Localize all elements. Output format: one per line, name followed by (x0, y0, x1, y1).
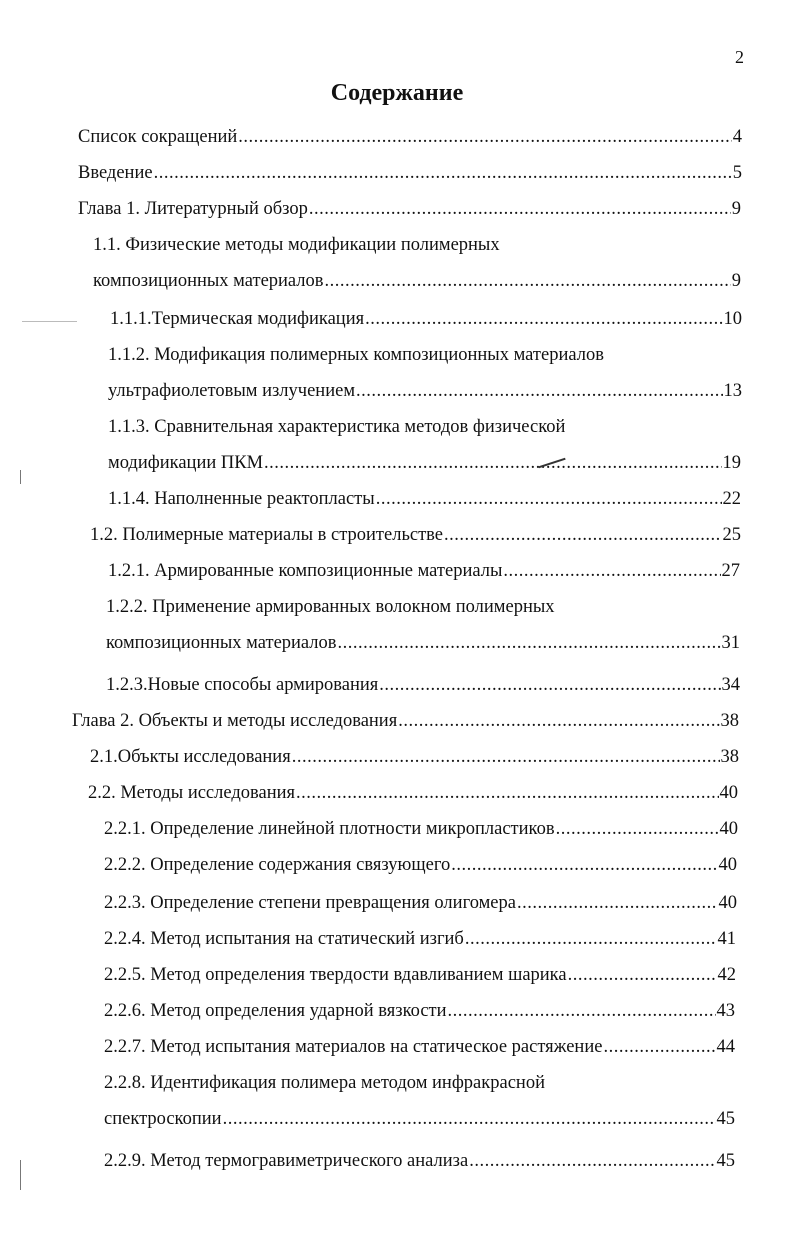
toc-entry-title: Список сокращений (78, 127, 238, 147)
toc-entry-page: 41 (717, 929, 736, 949)
toc-entry (90, 520, 741, 550)
toc-entry-page: 31 (721, 633, 740, 653)
toc-entry-title: Глава 1. Литературный обзор (78, 199, 308, 219)
toc-entry-page: 4 (732, 127, 742, 147)
toc-entry (72, 706, 739, 736)
toc-entry-page: 40 (718, 855, 737, 875)
toc-entry-page: 38 (720, 747, 739, 767)
toc-dot-leader (503, 556, 720, 586)
toc-entry-page: 22 (722, 489, 741, 509)
toc-entry (104, 960, 736, 990)
toc-entry-title: 2.1.Объкты исследования (90, 747, 291, 767)
toc-entry-page: 27 (721, 561, 740, 581)
toc-entry-page: 25 (722, 525, 741, 545)
toc-entry-title: 2.2.7. Метод испытания материалов на статическое растяжение (104, 1037, 603, 1057)
toc-entry (108, 556, 740, 586)
toc-dot-leader (264, 448, 721, 478)
toc-entry-title-line: 1.2.2. Применение армированных волокном полимерных (106, 597, 555, 617)
toc-entry (78, 194, 741, 224)
toc-entry-title: модификации ПКМ (108, 453, 264, 473)
toc-dot-leader (325, 266, 731, 296)
toc-dot-leader (292, 742, 720, 772)
toc-entry-title: 1.2.3.Новые способы армирования (106, 675, 379, 695)
toc-entry-page: 45 (716, 1151, 735, 1171)
toc-entry (108, 340, 742, 410)
toc-dot-leader (154, 158, 732, 188)
toc-entry-page: 13 (723, 381, 742, 401)
page-number: 2 (735, 47, 744, 67)
toc-dot-leader (365, 304, 722, 334)
toc-entry-page: 45 (716, 1109, 735, 1129)
toc-dot-leader (556, 814, 719, 844)
toc-entry (104, 1146, 735, 1176)
toc-entry-title: 2.2.2. Определение содержания связующего (104, 855, 451, 875)
toc-entry-page: 38 (720, 711, 739, 731)
toc-dot-leader (444, 520, 721, 550)
toc-entry-page: 9 (731, 199, 741, 219)
scan-artifact-mark (22, 321, 77, 322)
toc-entry (93, 230, 741, 300)
toc-dot-leader (379, 670, 720, 700)
toc-dot-leader (376, 484, 722, 514)
toc-dot-leader (603, 1032, 715, 1062)
toc-entry (110, 304, 742, 334)
toc-entry (90, 742, 739, 772)
scan-artifact-mark (20, 470, 21, 484)
toc-entry-title: 1.2.1. Армированные композиционные материалы (108, 561, 503, 581)
toc-entry-page: 40 (718, 893, 737, 913)
scan-artifact-mark (20, 1160, 21, 1190)
toc-entry-title: композиционных материалов (106, 633, 337, 653)
toc-entry (88, 778, 738, 808)
toc-entry-title: 2.2.6. Метод определения ударной вязкости (104, 1001, 447, 1021)
toc-entry (104, 924, 736, 954)
toc-entry (78, 122, 742, 152)
toc-dot-leader (356, 376, 722, 406)
toc-entry (104, 814, 738, 844)
toc-entry (104, 888, 737, 918)
toc-entry-page: 40 (719, 783, 738, 803)
toc-dot-leader (469, 1146, 715, 1176)
toc-entry (106, 592, 740, 662)
toc-dot-leader (223, 1104, 716, 1134)
toc-entry (78, 158, 742, 188)
toc-dot-leader (296, 778, 718, 808)
toc-entry-page: 10 (723, 309, 742, 329)
toc-entry (106, 670, 740, 700)
toc-entry (104, 1032, 735, 1062)
toc-entry-title: 2.2.5. Метод определения твердости вдавливанием шарика (104, 965, 567, 985)
toc-entry-page: 34 (721, 675, 740, 695)
toc-dot-leader (517, 888, 718, 918)
toc-dot-leader (309, 194, 731, 224)
toc-entry-title-line: 1.1.2. Модификация полимерных композиционных материалов (108, 345, 604, 365)
toc-entry-title: ультрафиолетовым излучением (108, 381, 356, 401)
toc-entry-page: 43 (716, 1001, 735, 1021)
toc-dot-leader (451, 850, 717, 880)
toc-dot-leader (448, 996, 716, 1026)
toc-entry-title: 2.2.1. Определение линейной плотности микропластиков (104, 819, 555, 839)
toc-entry-title: 2.2. Методы исследования (88, 783, 296, 803)
toc-entry (104, 1068, 735, 1138)
toc-dot-leader (338, 628, 721, 658)
toc-entry (104, 850, 737, 880)
toc-entry-title: Введение (78, 163, 153, 183)
toc-entry-page: 42 (717, 965, 736, 985)
toc-dot-leader (465, 924, 717, 954)
toc-entry-title-line: 1.1. Физические методы модификации полимерных (93, 235, 500, 255)
toc-entry-title: 1.2. Полимерные материалы в строительстве (90, 525, 444, 545)
toc-entry-title: 2.2.3. Определение степени превращения олигомера (104, 893, 516, 913)
toc-entry-title: 2.2.4. Метод испытания на статический изгиб (104, 929, 464, 949)
toc-entry (108, 412, 741, 482)
toc-entry-page: 5 (732, 163, 742, 183)
toc-entry-title-line: 2.2.8. Идентификация полимера методом инфракрасной (104, 1073, 545, 1093)
toc-entry-title: Глава 2. Объекты и методы исследования (72, 711, 398, 731)
toc-entry-title: композиционных материалов (93, 271, 324, 291)
toc-entry (104, 996, 735, 1026)
toc-entry-title-line: 1.1.3. Сравнительная характеристика методов физической (108, 417, 566, 437)
toc-entry-page: 9 (731, 271, 741, 291)
toc-entry-title: 2.2.9. Метод термогравиметрического анализа (104, 1151, 469, 1171)
toc-entry-page: 44 (716, 1037, 735, 1057)
toc-entry-title: спектроскопии (104, 1109, 222, 1129)
toc-entry-page: 19 (722, 453, 741, 473)
toc-entry-title: 1.1.4. Наполненные реактопласты (108, 489, 375, 509)
toc-dot-leader (568, 960, 717, 990)
page-title: Содержание (330, 80, 464, 106)
toc-entry-page: 40 (719, 819, 738, 839)
toc-dot-leader (398, 706, 719, 736)
toc-dot-leader (238, 122, 731, 152)
toc-entry (108, 484, 741, 514)
toc-entry-title: 1.1.1.Термическая модификация (110, 309, 365, 329)
